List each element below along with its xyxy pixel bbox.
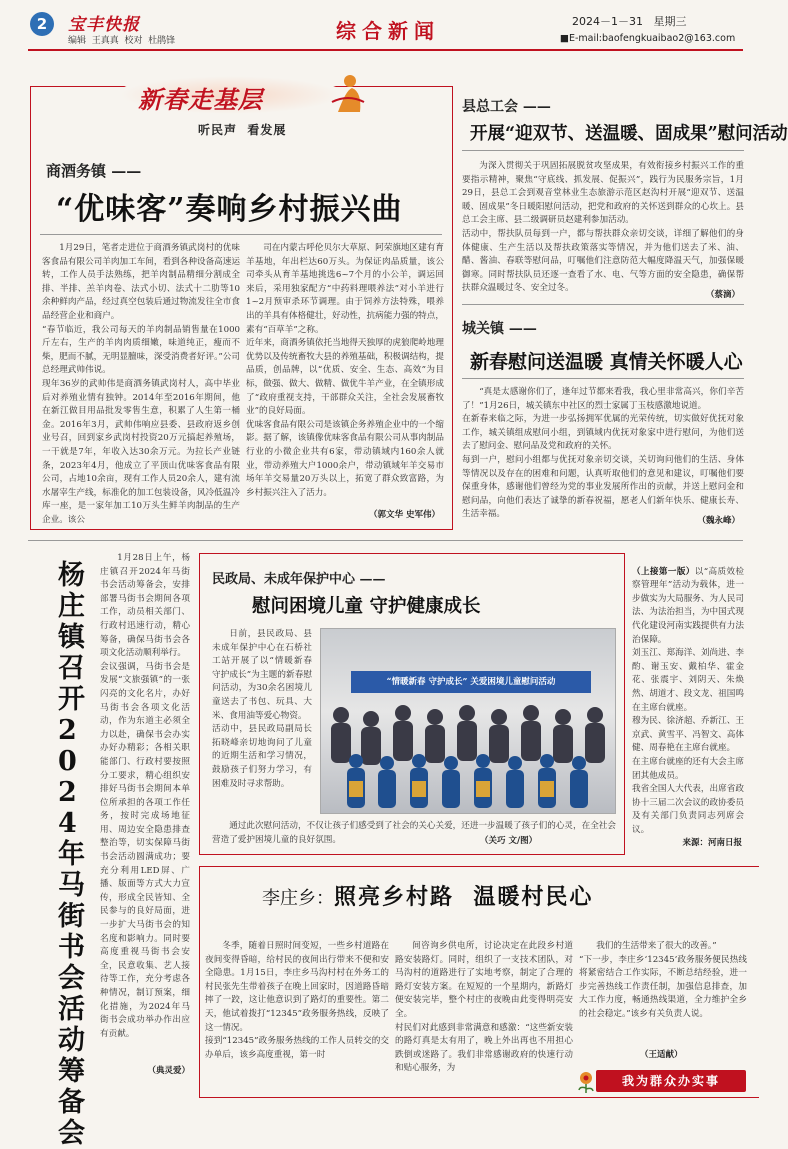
civil-credit: （关巧 文/图） — [480, 836, 538, 846]
lizhuang-column-3: 我们的生活带来了很大的改善。” “下一步，李庄乡‘12345’政务服务便民热线将紧密结合工作实际，不断总结经验，进一步完善热线工作责任制，加强信息排查，加大工作力度，畅通热线渠道，全力维护全乡的社会稳定。”该乡有关负责人说。 — [579, 941, 747, 1019]
lizhuang-kicker: 李庄乡： — [262, 888, 334, 909]
staff-credits: 编辑 王真真 校对 杜鹃锋 — [68, 36, 176, 46]
lizhuang-credit: （王适献） — [640, 1050, 683, 1060]
yangzhuang-credit: （典灵爱） — [147, 1066, 190, 1076]
continuation-tag: （上接第一版） — [632, 566, 695, 577]
lead-column-1: 1月29日，笔者走进位于商酒务镇武岗村的优味客食品有限公司羊肉加工车间，看到各种设备高速运转，工作人员手法熟练，把羊肉制品精细分割成全排、半排、羔羊肉卷、法式小切、法式十二肋等10余种鲜肉产品，经过真空包装后通过物流发往全市食品经营企业和商户。 “春节临近，我公司每天的羊肉制品销售量在1000斤左右，生产的羊肉肉质细嫩，味道纯正，瘦而不柴，肥而不腻，无明显膻味，深受消费者好评。”公司总经理武帅伟说。 现年36岁的武帅伟是商酒务镇武岗村人，高中毕业后对养殖业情有独钟。2014年至2016年期间，他在新江做目用品批发零售生意，积累了人生第一桶金。2016年3月，武帅伟响应县委、县政府返乡创业号召，回到家乡武岗村投资20万元搞起养殖场，一干就是7年，年收入达30余万元。为拉长产业链条，2023年4月，他成立了平顶山优味客食品有限公司，占地10余亩，现有工作人员20余人，建有流水屠宰生产线，标准化的加工包装设备，风冷低温冷库一座，是一家年加工10万头生鲜羊肉制品的生产企业。该公 — [42, 243, 240, 525]
union-title-rule — [462, 150, 744, 151]
section-title: 综合新闻 — [336, 19, 440, 43]
continuation-source: 来源：河南日报 — [682, 838, 742, 848]
weekday-text: 星期三 — [653, 15, 687, 28]
photo-banner: “情暖新春 守护成长” 关爱困境儿童慰问活动 — [351, 671, 591, 693]
union-credit: （蔡滴） — [705, 290, 740, 300]
service-badge: 我为群众办实事 — [596, 1070, 746, 1092]
banner-title: 新春走基层 — [138, 85, 263, 114]
lead-kicker: 商酒务镇 —— — [46, 162, 142, 180]
continuation-body — [632, 552, 744, 836]
service-badge-flower-icon — [574, 1068, 598, 1094]
civil-title: 慰问困境儿童 守护健康成长 — [252, 596, 481, 617]
lizhuang-column-2: 间咨询乡供电所，讨论决定在此段乡村道路安装路灯。同时，组织了一支技术团队，对马沟村的道路进行了实地考察，制定了合理的路灯安装方案。在短短的一个星期内，新路灯便安装完毕，整个村庄的夜晚由此变得明亮安全。 村民们对此感到非常满意和感激：“这些新安装的路灯真是太有用了，晚上外出再也不用担心跌倒或迷路了。我们非常感谢政府的快速行动和贴心服务，为 — [395, 941, 573, 1074]
email-line: ■E-mail:baofengkuaibao2@163.com — [560, 33, 736, 44]
chengguan-title: 新春慰问送温暖 真情关怀暖人心 — [470, 351, 743, 373]
civil-body-left: 日前，县民政局、县未成年保护中心在石桥社工站开展了以“情暖新春 守护成长”为主题的新春慰问活动，为30余名困境儿童送去了书包、玩具、大米、食用油等爱心物资。 活动中，县民政局副局长拓晓峰亲切地询问了儿童的近期生活和学习情况，鼓励孩子们努力学习，有困难及时寻求帮助。 — [212, 629, 312, 789]
lead-title-rule — [40, 234, 442, 235]
lizhuang-heading — [262, 880, 593, 911]
lead-title: “优味客”奏响乡村振兴曲 — [56, 192, 403, 227]
union-bottom-rule — [462, 304, 744, 305]
union-body: 为深入贯彻关于巩固拓展脱贫攻坚成果，有效衔接乡村振兴工作的重要指示精神，聚焦“守底线、抓发展、促振兴”，践行为民服务宗旨，1月29日，县总工会到观音堂林业生态旅游示范区赵沟村开展“迎双节、送温暖、固成果”冬日暖阳慰问活动，把党和政府的关怀送到群众的心坎上。县总工会主席、县二级调研员赵建利参加活动。 活动中，帮扶队员每到一户，都与帮扶群众亲切交谈，详细了解他们的身体健康、生产生活以及帮扶政策落实等情况，并为他们送去了米、油、醋、酱油、春联等慰问品，叮嘱他们注意防范大幅度降温天气，加强保暖御寒。同时帮扶队员还逐一查看了水、电、气等方面的安全隐患，确保帮扶群众温暖过冬、安全过冬。 — [462, 161, 744, 294]
paper-name: 宝丰快报 — [68, 15, 140, 35]
civil-photo — [320, 628, 616, 814]
page-number-badge: 2 — [30, 12, 54, 36]
chengguan-body: “真是太感谢你们了，逢年过节都来看我，我心里非常高兴，你们辛苦了！”1月26日，城关镇东中社区的烈士家属丁玉枝感激地说道。 在新春来临之际，为进一步弘扬拥军优属的光荣传统，切实做好优抚对象工作，城关镇组成慰问小组，到镇域内优抚对象家中进行慰问，为他们送去了慰问金、慰问品及党和政府的关怀。 每到一户，慰问小组都与优抚对象亲切交谈，关切询问他们的生活、身体等情况以及存在的困难和问题，认真听取他们的意见和建议，叮嘱他们要保重身体，感谢他们曾经为党的事业发展所作出的贡献，并送上慰问金和慰问品，向他们表达了诚挚的新春祝福，愿老人们新年快乐、健康长寿、生活幸福。 — [462, 387, 744, 520]
chengguan-credit: （魏永峰） — [697, 516, 740, 526]
photo-people-icon — [321, 695, 617, 815]
continuation-text: 以“高质效检察管理年”活动为载体，进一步做实为大局服务、为人民司法、为法治担当，为中国式现代化建设河南实践提供有力法治保障。 刘玉江、郑海洋、刘尚进、李酌、谢玉安、戴柏华、霍金花、张震宇、刘阴天、朱焕然、胡道才、段文龙、祖国鸣在主席台就座。 穆为民、徐济超、乔新江、王京武、黄雪平、冯智文、高体健、周春艳在主席台就座。 在主席台就座的还有大会主席团其他成员。 我省全国人大代表，出席省政协十三届二次会议的政协委员及有关部门负责同志列席会议。 — [632, 566, 744, 835]
banner-slogan: 听民声 看发展 — [198, 123, 287, 137]
yangzhuang-title: 杨庄镇召开2024年马街书会活动筹备会 — [58, 560, 85, 1149]
lizhuang-title: 照亮乡村路 温暖村民心 — [334, 884, 594, 910]
lizhuang-column-1: 冬季，随着日照时间变短，一些乡村道路在夜间变得昏暗，给村民的夜间出行带来不便和安全隐患。1月15日，李庄乡马沟村村在外务工的村民张先生带着孩子在晚上回家时，因道路昏暗摔了一跤，这让他意识到了路灯的重要性。第二天，他试着拨打“12345”政务服务热线，反映了这一情况。 接到“12345”政务服务热线的工作人员转交的交办单后，该乡高度重视，第一时 — [205, 941, 389, 1060]
header-rule — [28, 49, 743, 51]
civil-kicker: 民政局、未成年保护中心 —— — [212, 572, 386, 587]
lead-credit: （郭文华 史军伟） — [369, 510, 440, 520]
banner-logo — [120, 72, 380, 116]
lead-column-2: 司在内蒙古呼伦贝尔大草原、阿荣旗地区建有育羊基地，年出栏达60万头。为保证肉品质量，该公司牵头从育羊基地挑选6~7个月的小公羊，调运回来后，采用独家配方“中药料理喂养法”对小羊进行1~2月预审杀环节调理。由于饲养方法特殊，喂养出的羊具有体格健壮，好动性，抗病能力强的特点，素有“百草羊”之称。 近年来，商酒务镇依托当地得天独厚的虎狼爬岭地理优势以及传统畜牧大县的养殖基础，积极调结构，提品质，创品牌，以“优质、安全、生态、高效”为目标，做强、做大、做精、做优牛羊产业，在全镇形成了“政府重视支持，干部群众关注，全社会发展畜牧业”的良好局面。 优味客食品有限公司是该镇企务养殖企业中的一个缩影。据了解，该镇像优味客食品有限公司从事肉制品行业的小微企业共有6家，带动镇域内160余人就业，带动养殖大户1000余户，带动镇域年羊交易市场年羊交易量20万头以上，拓宽了群众致富路，为乡村振兴注入了活力。 — [246, 243, 444, 498]
yangzhuang-body: 1月28日上午，杨庄镇召开2024年马街书会活动筹备会，安排部署马街书会期间各项工作，动员相关部门、行政村迅速行动，精心筹备，确保马街书会各项文化活动顺利举行。 会议强调，马街书会是发展“文旅强镇”的一张闪亮的文化名片，办好马街书会各项文化活动，作为东道主必须全力以赴，确保书会办实办好办精彩；各相关职能部门、行政村要按照分工要求，精心组织安排好马街书会期间本单位所承担的各项工作任务，按时完成场地征用、周边安全隐患排查整治等，切实保障马街书会活动圆满成功；要充分利用LED屏、广播、版面等方式大力宣传，形成全民皆知、全民参与的良好局面，进一步扩大马街书会的知名度和影响力。同时要高度重视马街书会安全，民意收集、艺人接待等工作，充分考虑各种情况，制订预案，细化措施，为2024年马街书会成功举办作出应有贡献。 — [100, 553, 190, 1039]
banner-figure-icon — [328, 72, 368, 114]
chengguan-kicker: 城关镇 —— — [462, 321, 537, 337]
union-title: 开展“迎双节、送温暖、固成果”慰问活动 — [470, 124, 788, 144]
issue-date — [572, 13, 687, 29]
union-kicker: 县总工会 —— — [462, 99, 551, 115]
civil-body-bottom: 通过此次慰问活动，不仅让孩子们感受到了社会的关心关爱，还进一步温暖了孩子们的心灵，在全社会营造了爱护困境儿童的良好氛围。 — [212, 821, 616, 845]
middle-divider — [28, 540, 743, 541]
date-text: 2024－1－31 — [572, 15, 643, 28]
chengguan-title-rule — [462, 378, 744, 379]
